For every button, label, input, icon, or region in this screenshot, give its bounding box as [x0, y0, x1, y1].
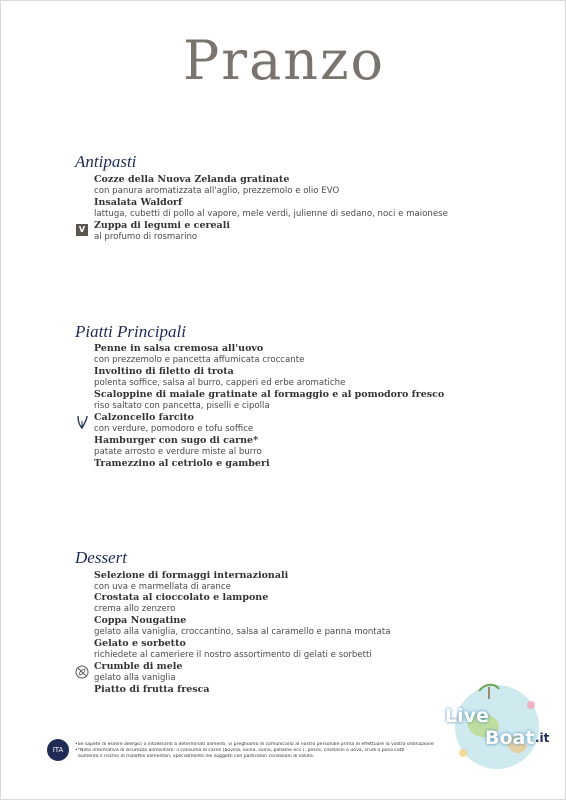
menu-item: [94, 570, 288, 593]
menu-item: [94, 197, 448, 220]
watermark-live: Live: [445, 705, 489, 727]
item-desc: con prezzemolo e pancetta affumicata croccante: [94, 355, 305, 365]
item-name: Tramezzino al cetriolo e gamberi: [94, 458, 270, 469]
item-desc: richiedete al cameriere il nostro assortimento di gelati e sorbetti: [94, 650, 372, 660]
item-name: Calzoncello farcito: [94, 412, 195, 423]
item-desc: con verdure, pomodoro e tofu soffice: [94, 424, 254, 434]
item-name: Piatto di frutta fresca: [94, 684, 210, 695]
leaf-icon: [75, 414, 89, 430]
menu-item: [94, 412, 253, 435]
menu-item: [94, 366, 345, 389]
menu-item: [94, 389, 444, 412]
footnote-line: •Se sapete di essere allergici o intolleranti a determinati alimenti, vi preghiamo di comunicarlo al nostro personale prima di effettuare la vostra ordinazione: [75, 742, 434, 747]
item-desc: con uva e marmellata di arance: [94, 582, 231, 592]
item-name: Involtino di filetto di trota: [94, 366, 234, 377]
item-name: Cozze della Nuova Zelanda gratinate: [94, 174, 290, 185]
item-desc: gelato alla vaniglia, croccantino, salsa al caramello e panna montata: [94, 627, 391, 637]
item-desc: gelato alla vaniglia: [94, 673, 176, 683]
item-name: Coppa Nougatine: [94, 615, 187, 626]
item-desc: riso saltato con pancetta, piselli e cipolla: [94, 401, 270, 411]
item-name: Zuppa di legumi e cereali: [94, 220, 230, 231]
menu-item: [94, 661, 182, 684]
item-name: Hamburger con sugo di carne*: [94, 435, 259, 446]
item-name: Penne in salsa cremosa all'uovo: [94, 343, 264, 354]
no-gluten-icon: [75, 665, 89, 679]
page-title: Pranzo: [182, 29, 386, 92]
menu-item: [94, 592, 268, 615]
section-title-antipasti: Antipasti: [75, 152, 137, 171]
item-name: Scaloppine di maiale gratinate al formaggio e al pomodoro fresco: [94, 389, 445, 400]
vegan-badge: V: [76, 224, 88, 236]
item-desc: al profumo di rosmarino: [94, 232, 198, 242]
item-name: Selezione di formaggi internazionali: [94, 570, 289, 581]
allergy-footnote: [75, 742, 495, 760]
item-name: Crostata al cioccolato e lampone: [94, 592, 269, 603]
section-title-piatti-principali: Piatti Principali: [75, 322, 186, 341]
section-title-dessert: Dessert: [75, 548, 127, 567]
item-name: Gelato e sorbetto: [94, 638, 186, 649]
item-name: Insalata Waldorf: [94, 197, 183, 208]
menu-item: [94, 684, 210, 696]
item-desc: crema allo zenzero: [94, 604, 176, 614]
language-badge: ITA: [47, 739, 69, 761]
item-desc: patate arrosto e verdure miste al burro: [94, 447, 262, 457]
item-name: Crumble di mele: [94, 661, 183, 672]
menu-item: [94, 435, 262, 458]
item-desc: lattuga, cubetti di pollo al vapore, mele verdi, julienne di sedano, noci e maionese: [94, 209, 448, 219]
item-desc: polenta soffice, salsa al burro, capperi ed erbe aromatiche: [94, 378, 346, 388]
item-desc: con panura aromatizzata all'aglio, prezzemolo e olio EVO: [94, 186, 340, 196]
menu-item: [94, 220, 230, 243]
menu-item: [94, 458, 270, 470]
menu-item: [94, 343, 304, 366]
menu-item: [94, 174, 339, 197]
footnote-line: •*Nota informativa di sicurezza alimentare: il consumo di carne (bovina, ovina, suina, pollame ecc.), pesce, crostacei o uova, crudi o poco cotti: [75, 748, 405, 753]
watermark-boat: Boat: [485, 727, 535, 749]
menu-item: [94, 638, 372, 661]
menu-item: [94, 615, 391, 638]
footnote-line: aumenta il rischio di malattie alimentari, specialmente nei soggetti con particolari condizioni di salute.: [78, 754, 315, 759]
watermark-it: .it: [535, 731, 550, 745]
liveboat-watermark: [441, 669, 553, 779]
